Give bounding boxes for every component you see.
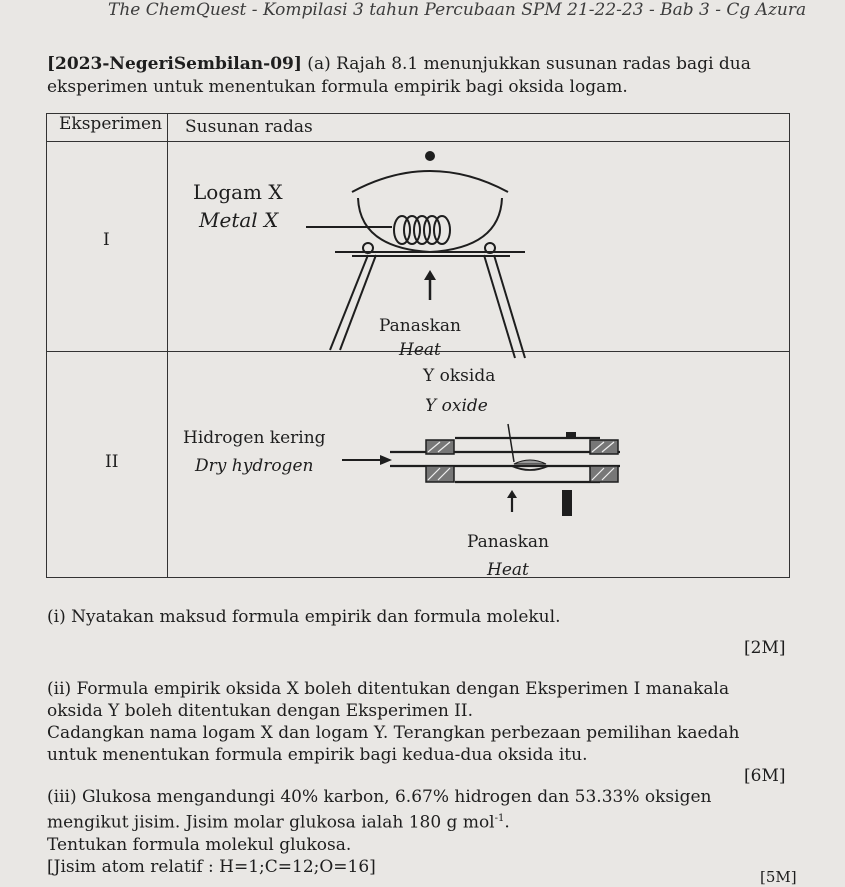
label-gas-en: Dry hydrogen	[195, 456, 314, 476]
question-iii	[47, 786, 807, 878]
label-heat-en-1: Heat	[399, 340, 441, 360]
outlet-tube	[566, 432, 576, 438]
experiment-2-numeral: II	[105, 452, 119, 472]
label-metal-ms: Logam X	[193, 180, 283, 204]
question-ii-marks: [6M]	[744, 766, 786, 786]
question-ii-line-4: untuk menentukan formula empirik bagi kedua-dua oksida itu.	[47, 745, 588, 765]
label-metal-en: Metal X	[199, 208, 279, 232]
label-heat-en-2: Heat	[487, 560, 529, 580]
question-iii-line-4: [Jisim atom relatif : H=1;C=12;O=16]	[47, 856, 376, 877]
experiment-1-numeral: I	[103, 230, 110, 250]
page-header: The ChemQuest - Kompilasi 3 tahun Percubaan SPM 21-22-23 - Bab 3 - Cg Azura	[108, 0, 807, 20]
column-header-apparatus: Susunan radas	[185, 117, 313, 137]
label-heat-ms-1: Panaskan	[379, 316, 462, 336]
question-ii-line-1: (ii) Formula empirik oksida X boleh ditentukan dengan Eksperimen I manakala	[47, 679, 730, 699]
question-i-marks: [2M]	[744, 638, 786, 658]
question-code: [2023-NegeriSembilan-09]	[47, 54, 302, 74]
question-ii-line-3: Cadangkan nama logam X dan logam Y. Terangkan perbezaan pemilihan kaedah	[47, 723, 740, 743]
question-ii	[47, 678, 807, 766]
question-ii-line-2: oksida Y boleh ditentukan dengan Eksperimen II.	[47, 701, 474, 721]
question-iii-line-3: Tentukan formula molekul glukosa.	[47, 834, 352, 855]
oxide-powder	[514, 460, 546, 464]
label-oxide-en: Y oxide	[425, 396, 488, 416]
question-iii-line-1: (iii) Glukosa mengandungi 40% karbon, 6.67% hidrogen dan 53.33% oksigen	[47, 787, 712, 807]
label-heat-ms-2: Panaskan	[467, 532, 550, 552]
burner-stand	[562, 490, 572, 516]
oxide-pointer-line	[508, 424, 514, 462]
intro-line-1: (a) Rajah 8.1 menunjukkan susunan radas bagi dua	[301, 54, 751, 74]
intro-line-2: eksperimen untuk menentukan formula empirik bagi oksida logam.	[47, 77, 628, 97]
question-i: (i) Nyatakan maksud formula empirik dan formula molekul.	[47, 607, 561, 627]
column-header-experiment: Eksperimen	[59, 114, 163, 134]
label-gas-ms: Hidrogen kering	[183, 428, 326, 448]
question-iii-line-2: mengikut jisim. Jisim molar glukosa ialah 180 g mol$^{-1}$.	[47, 812, 510, 833]
question-iii-marks: [5M]	[760, 868, 797, 886]
label-oxide-ms: Y oksida	[423, 366, 496, 386]
